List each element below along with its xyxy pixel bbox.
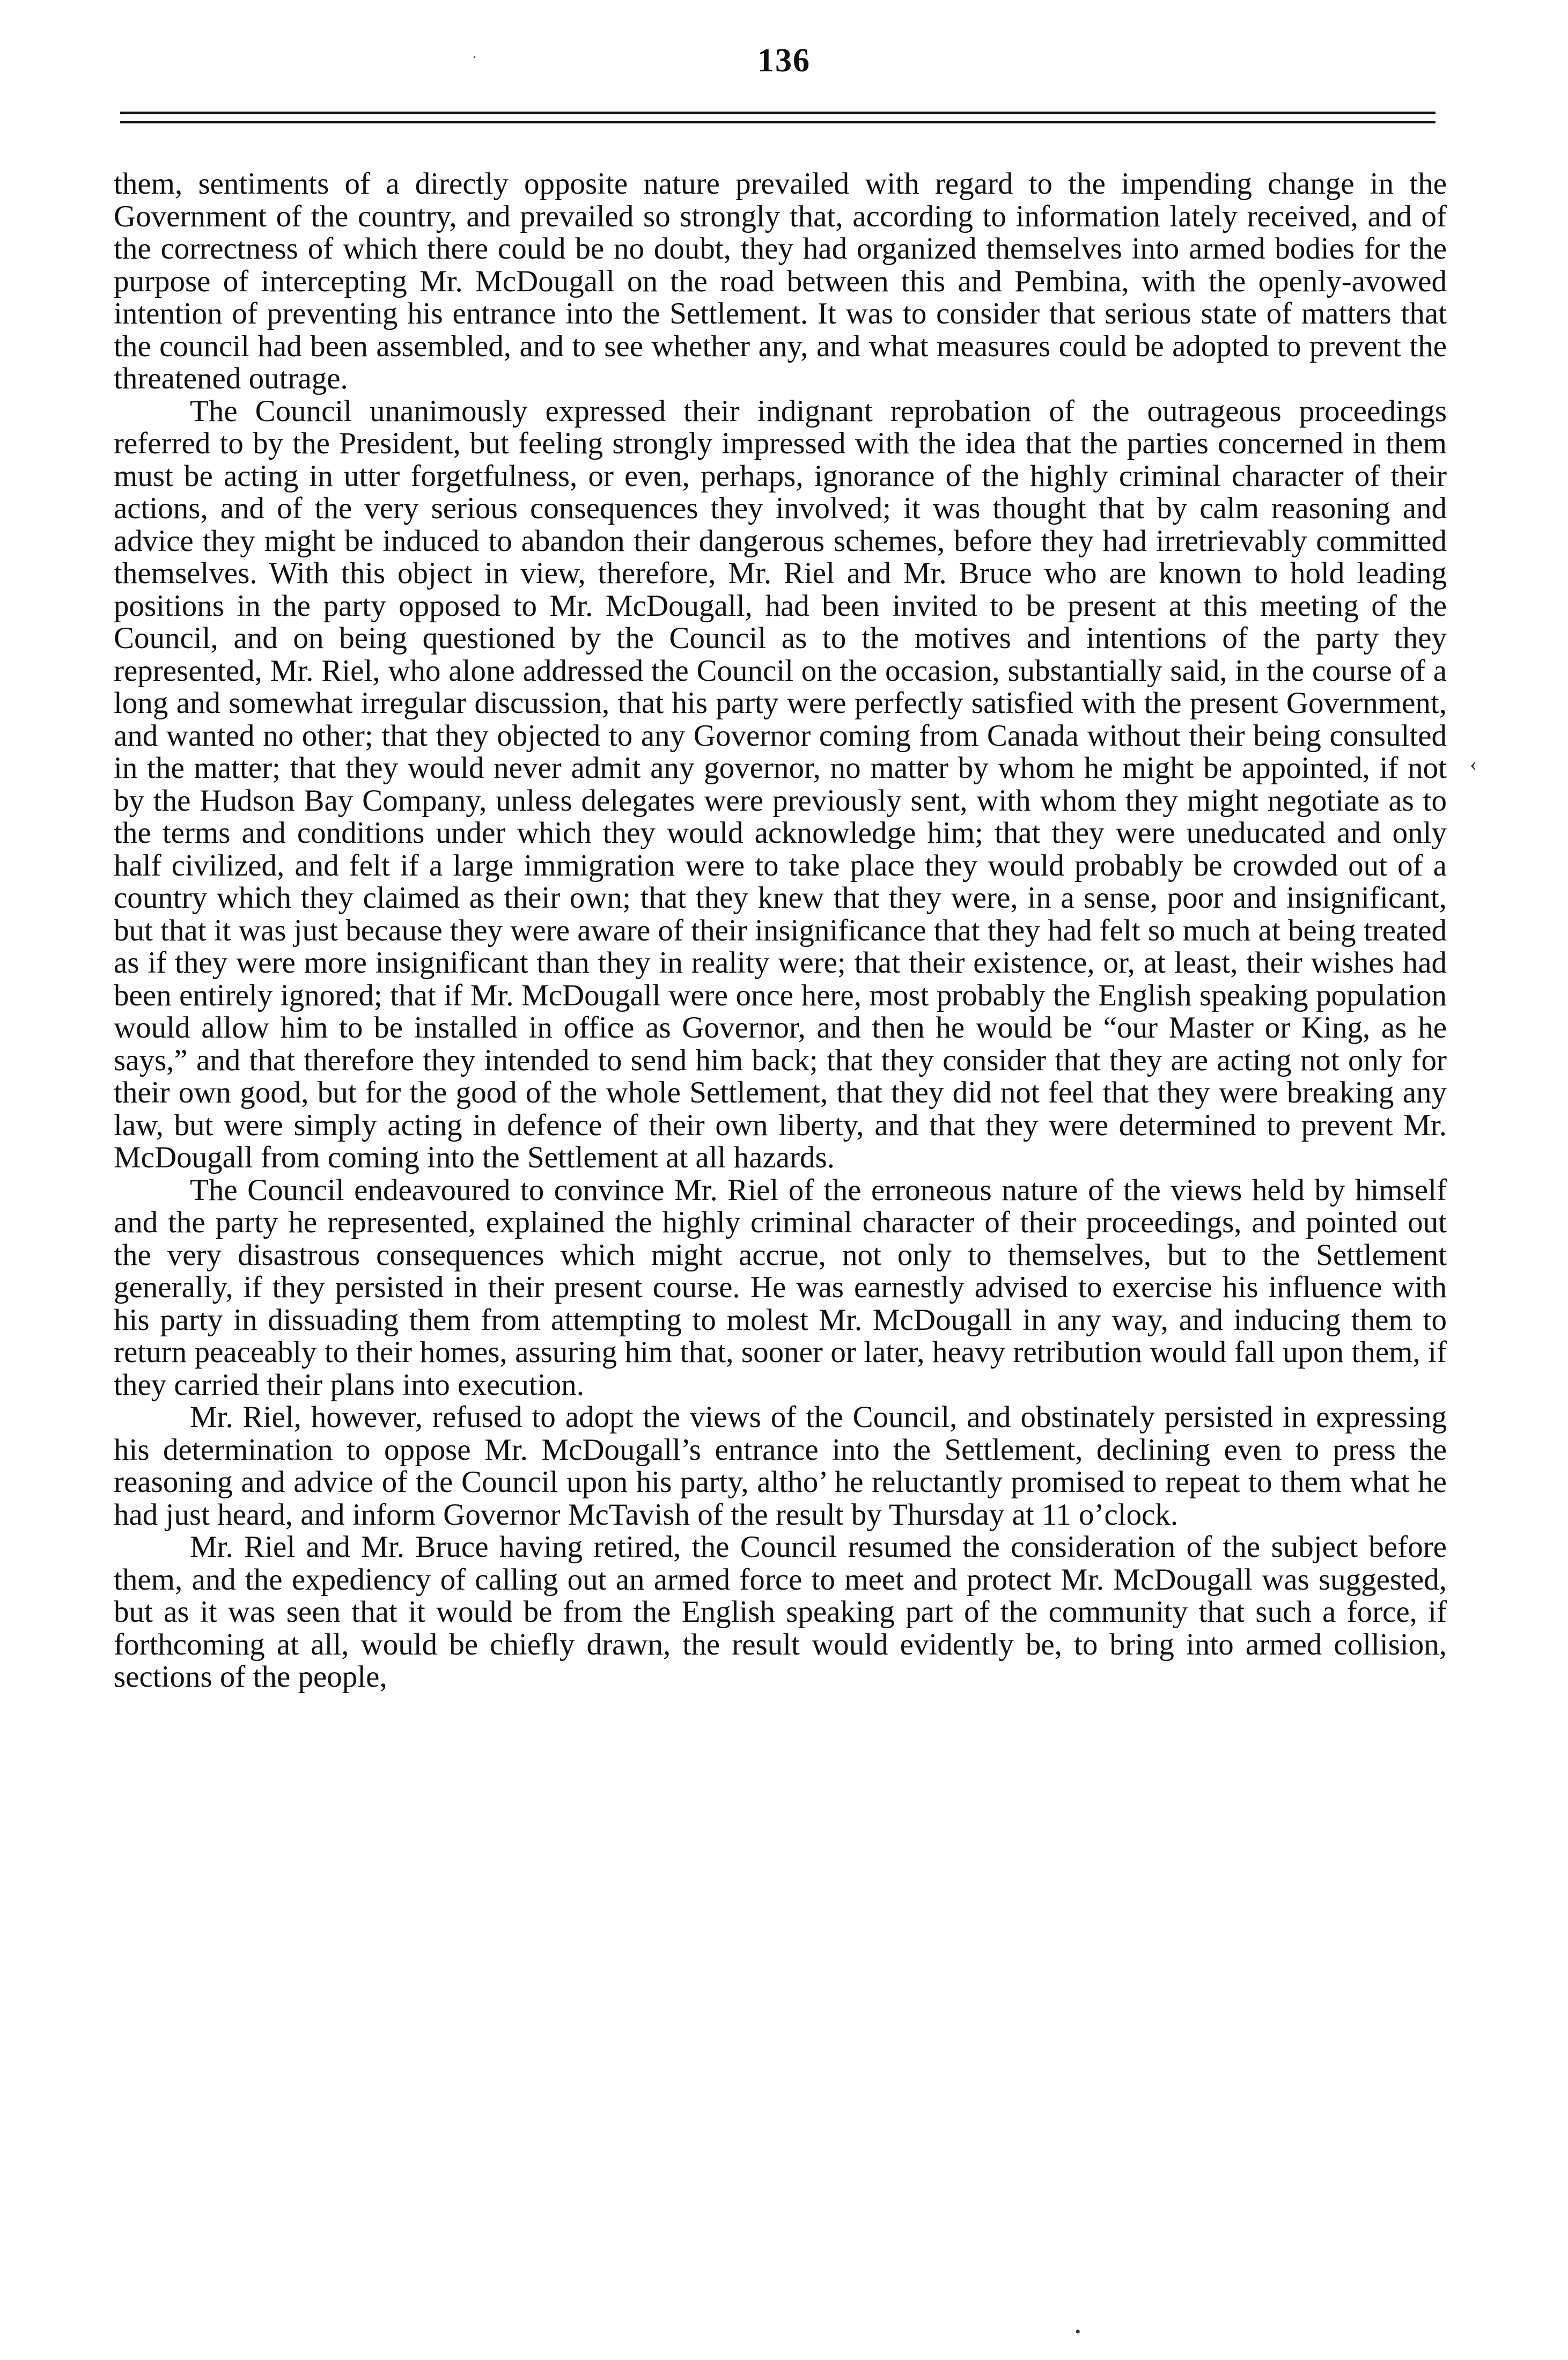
- paragraph-council-resumed: Mr. Riel and Mr. Bruce having retired, the Council resumed the consideration of the subject before them, and the expediency of calling out an armed force to meet and protect Mr. McDougall was suggested, but as it was seen that it would be from the English speaking part of the community that such a force, if forthcoming at all, would be chiefly drawn, the result would evidently be, to bring into armed collision, sections of the people,: [114, 1530, 1447, 1694]
- header-rule-bottom: [120, 121, 1436, 123]
- paragraph-continuation: them, sentiments of a directly opposite nature prevailed with regard to the impending change in the Government of the country, and prevailed so strongly that, according to information lately received, and of the correctness of which there could be no doubt, they had organized themselves into armed bodies for the purpose of intercepting Mr. McDougall on the road between this and Pembina, with the openly-avowed intention of preventing his entrance into the Settlement. It was to consider that serious state of matters that the council had been assembled, and to see whether any, and what measures could be adopted to prevent the threatened outrage.: [114, 167, 1447, 395]
- body-text: [114, 168, 1447, 1694]
- top-speck-mark: ·: [472, 49, 477, 65]
- margin-speck-mark: ‹: [1470, 752, 1477, 776]
- paragraph-council-convince: The Council endeavoured to convince Mr. Riel of the erroneous nature of the views held by himself and the party he represented, explained the highly criminal character of their proceedings, and pointed out the very disastrous consequences which might accrue, not only to themselves, but to the Settlement generally, if they persisted in their present course. He was earnestly advised to exercise his influence with his party in dissuading them from attempting to molest Mr. McDougall in any way, and inducing them to return peaceably to their homes, assuring him that, sooner or later, heavy retribution would fall upon them, if they carried their plans into execution.: [114, 1173, 1447, 1402]
- header-rule-top: [120, 112, 1436, 114]
- paragraph-council-reprobation: The Council unanimously expressed their indignant reprobation of the outrageous proceedings referred to by the President, but feeling strongly impressed with the idea that the parties concerned in them must be acting in utter forgetfulness, or even, perhaps, ignorance of the highly criminal character of their actions, and of the very serious consequences they involved; it was thought that by calm reasoning and advice they might be induced to abandon their dangerous schemes, before they had irretrievably committed themselves. With this object in view, therefore, Mr. Riel and Mr. Bruce who are known to hold leading positions in the party opposed to Mr. McDougall, had been invited to be present at this meeting of the Council, and on being questioned by the Council as to the motives and intentions of the party they represented, Mr. Riel, who alone addressed the Council on the occasion, substantially said, in the course of a long and somewhat irregular discussion, that his party were perfectly satisfied with the present Government, and wanted no other; that they objected to any Governor coming from Canada without their being consulted in the matter; that they would never admit any governor, no matter by whom he might be appointed, if not by the Hudson Bay Company, unless delegates were previously sent, with whom they might negotiate as to the terms and conditions under which they would acknowledge him; that they were uneducated and only half civilized, and felt if a large immigration were to take place they would probably be crowded out of a country which they claimed as their own; that they knew that they were, in a sense, poor and insignificant, but that it was just because they were aware of their insignificance that they had felt so much at being treated as if they were more insignificant than they in reality were; that their existence, or, at least, their wishes had been entirely ignored; that if Mr. McDougall were once here, most probably the English speaking population would allow him to be installed in office as Governor, and then he would be “our Master or King, as he says,” and that therefore they intended to send him back; that they consider that they are acting not only for their own good, but for the good of the whole Settlement, that they did not feel that they were breaking any law, but were simply acting in defence of their own liberty, and that they were determined to prevent Mr. McDougall from coming into the Settlement at all hazards.: [114, 394, 1447, 1174]
- page-number: 136: [757, 42, 811, 79]
- paragraph-riel-refusal: Mr. Riel, however, refused to adopt the views of the Council, and obstinately persisted in expressing his determination to oppose Mr. McDougall’s entrance into the Settlement, declining even to press the reasoning and advice of the Council upon his party, altho’ he reluctantly promised to repeat to them what he had just heard, and inform Governor McTavish of the result by Thursday at 11 o’clock.: [114, 1400, 1447, 1532]
- bottom-speck-mark: •: [1075, 2323, 1081, 2341]
